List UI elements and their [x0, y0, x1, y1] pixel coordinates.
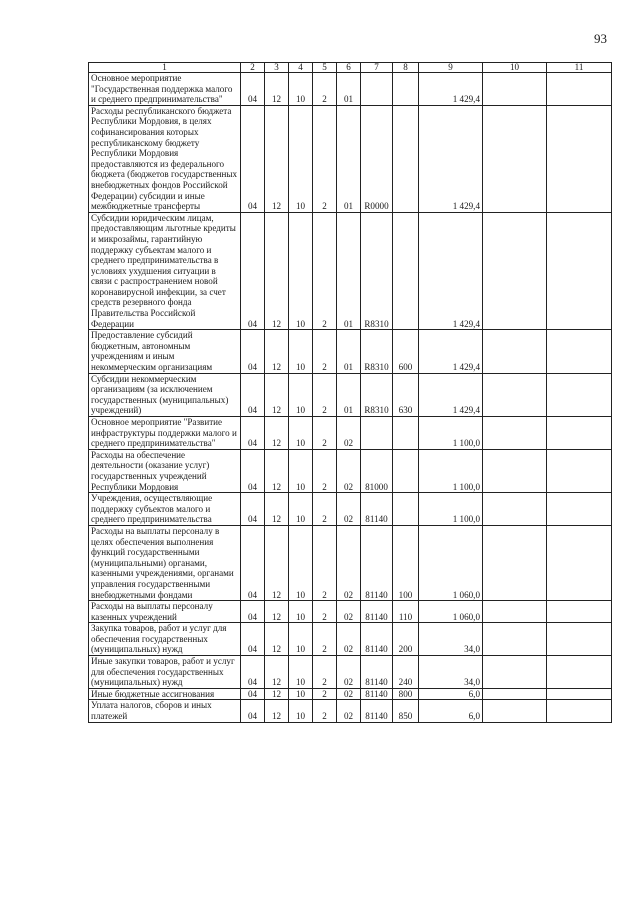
row-name: Закупка товаров, работ и услуг для обеспечения государственных (муниципальных) нужд — [89, 623, 241, 656]
table-row — [89, 493, 612, 526]
code-cell: 2 — [313, 688, 337, 700]
code-cell: 110 — [393, 601, 419, 623]
row-name: Расходы на выплаты персоналу казенных учреждений — [89, 601, 241, 623]
code-cell: 12 — [265, 601, 289, 623]
code-cell: 81140 — [361, 601, 393, 623]
table-row — [89, 417, 612, 450]
amount-cell — [483, 656, 547, 689]
column-header: 8 — [393, 63, 419, 73]
code-cell: 2 — [313, 373, 337, 416]
code-cell: 04 — [241, 330, 265, 373]
code-cell: 2 — [313, 449, 337, 492]
code-cell: 04 — [241, 656, 265, 689]
code-cell: 10 — [289, 212, 313, 330]
amount-cell — [547, 105, 612, 212]
code-cell: 81140 — [361, 525, 393, 600]
code-cell — [393, 212, 419, 330]
table-row — [89, 623, 612, 656]
code-cell: 800 — [393, 688, 419, 700]
code-cell: 10 — [289, 73, 313, 106]
table-row — [89, 601, 612, 623]
amount-cell — [547, 330, 612, 373]
code-cell: 12 — [265, 493, 289, 526]
code-cell: 12 — [265, 700, 289, 722]
code-cell: 10 — [289, 623, 313, 656]
code-cell: 12 — [265, 656, 289, 689]
amount-cell: 1 060,0 — [419, 601, 483, 623]
code-cell: 10 — [289, 449, 313, 492]
table-row — [89, 105, 612, 212]
code-cell: 240 — [393, 656, 419, 689]
amount-cell — [547, 601, 612, 623]
amount-cell — [483, 449, 547, 492]
code-cell: 02 — [337, 493, 361, 526]
code-cell: 2 — [313, 623, 337, 656]
code-cell: 01 — [337, 105, 361, 212]
code-cell: 04 — [241, 105, 265, 212]
row-name: Уплата налогов, сборов и иных платежей — [89, 700, 241, 722]
code-cell: 02 — [337, 525, 361, 600]
code-cell: 81140 — [361, 623, 393, 656]
code-cell: 04 — [241, 623, 265, 656]
code-cell — [393, 105, 419, 212]
code-cell: 81140 — [361, 700, 393, 722]
table-row — [89, 700, 612, 722]
code-cell: 12 — [265, 212, 289, 330]
amount-cell — [547, 449, 612, 492]
code-cell: R8310 — [361, 212, 393, 330]
column-header: 2 — [241, 63, 265, 73]
code-cell — [361, 73, 393, 106]
code-cell — [393, 493, 419, 526]
code-cell: 12 — [265, 417, 289, 450]
column-header: 1 — [89, 63, 241, 73]
code-cell: 04 — [241, 688, 265, 700]
code-cell: 2 — [313, 417, 337, 450]
budget-table — [88, 62, 612, 723]
code-cell: 12 — [265, 449, 289, 492]
code-cell: 02 — [337, 656, 361, 689]
code-cell: 02 — [337, 700, 361, 722]
code-cell: 04 — [241, 212, 265, 330]
code-cell: 100 — [393, 525, 419, 600]
code-cell: 01 — [337, 73, 361, 106]
amount-cell — [483, 688, 547, 700]
amount-cell: 1 429,4 — [419, 73, 483, 106]
table-row — [89, 212, 612, 330]
amount-cell — [547, 373, 612, 416]
amount-cell — [483, 623, 547, 656]
amount-cell — [547, 73, 612, 106]
amount-cell — [483, 73, 547, 106]
code-cell: 2 — [313, 493, 337, 526]
amount-cell — [547, 700, 612, 722]
table-row — [89, 73, 612, 106]
amount-cell: 1 429,4 — [419, 212, 483, 330]
amount-cell: 1 100,0 — [419, 449, 483, 492]
code-cell: 04 — [241, 373, 265, 416]
row-name: Учреждения, осуществляющие поддержку субъектов малого и среднего предпринимательства — [89, 493, 241, 526]
amount-cell — [547, 493, 612, 526]
code-cell: 02 — [337, 623, 361, 656]
code-cell: 10 — [289, 373, 313, 416]
code-cell: 2 — [313, 330, 337, 373]
table-row — [89, 525, 612, 600]
amount-cell — [483, 525, 547, 600]
code-cell — [393, 417, 419, 450]
amount-cell: 1 060,0 — [419, 525, 483, 600]
code-cell: 2 — [313, 105, 337, 212]
amount-cell: 1 429,4 — [419, 105, 483, 212]
code-cell: 600 — [393, 330, 419, 373]
code-cell: 850 — [393, 700, 419, 722]
code-cell: 04 — [241, 601, 265, 623]
amount-cell — [483, 373, 547, 416]
page-number: 93 — [594, 31, 607, 46]
code-cell: 10 — [289, 601, 313, 623]
code-cell: 200 — [393, 623, 419, 656]
amount-cell — [547, 212, 612, 330]
code-cell: 04 — [241, 73, 265, 106]
amount-cell — [483, 417, 547, 450]
code-cell: 12 — [265, 73, 289, 106]
code-cell: 10 — [289, 493, 313, 526]
code-cell: 12 — [265, 623, 289, 656]
column-header: 4 — [289, 63, 313, 73]
code-cell — [361, 417, 393, 450]
code-cell: 02 — [337, 601, 361, 623]
amount-cell — [483, 700, 547, 722]
code-cell: 630 — [393, 373, 419, 416]
header-row — [89, 63, 612, 73]
amount-cell — [483, 212, 547, 330]
amount-cell — [483, 601, 547, 623]
code-cell: 81000 — [361, 449, 393, 492]
row-name: Основное мероприятие "Развитие инфраструктуры поддержки малого и среднего предпринимательства" — [89, 417, 241, 450]
column-header: 6 — [337, 63, 361, 73]
code-cell: 04 — [241, 525, 265, 600]
row-name: Расходы на выплаты персоналу в целях обеспечения выполнения функций государственными (муниципальными) органами, казенными учреждениями, органами управления государственными внебюджетными фондами — [89, 525, 241, 600]
row-name: Расходы республиканского бюджета Республики Мордовия, в целях софинансирования которых республиканскому бюджету Республики Мордовия предоставляются из федерального бюджета (бюджетов государственных внебюджетных фондов Российской Федерации) субсидии и иные межбюджетные трансферты — [89, 105, 241, 212]
code-cell: 2 — [313, 700, 337, 722]
code-cell: 2 — [313, 656, 337, 689]
amount-cell — [547, 525, 612, 600]
code-cell: R8310 — [361, 330, 393, 373]
code-cell: 04 — [241, 449, 265, 492]
table-row — [89, 449, 612, 492]
code-cell: 81140 — [361, 656, 393, 689]
column-header: 5 — [313, 63, 337, 73]
code-cell: 81140 — [361, 688, 393, 700]
table-row — [89, 656, 612, 689]
amount-cell — [483, 330, 547, 373]
amount-cell: 34,0 — [419, 656, 483, 689]
column-header: 9 — [419, 63, 483, 73]
column-header: 3 — [265, 63, 289, 73]
table-row — [89, 330, 612, 373]
code-cell: 04 — [241, 700, 265, 722]
code-cell: 12 — [265, 373, 289, 416]
row-name: Расходы на обеспечение деятельности (оказание услуг) государственных учреждений Республики Мордовия — [89, 449, 241, 492]
code-cell: 2 — [313, 212, 337, 330]
code-cell: 10 — [289, 700, 313, 722]
code-cell: 02 — [337, 417, 361, 450]
row-name: Субсидии юридическим лицам, предоставляющим льготные кредиты и микрозаймы, гарантийную поддержку субъектам малого и среднего предпринимательства в условиях ухудшения ситуации в связи с распространением новой коронавирусной инфекции, за счет средств резервного фонда Правительства Российской Федерации — [89, 212, 241, 330]
row-name: Субсидии некоммерческим организациям (за исключением государственных (муниципальных) учреждений) — [89, 373, 241, 416]
code-cell: 12 — [265, 688, 289, 700]
code-cell: 10 — [289, 417, 313, 450]
column-header: 7 — [361, 63, 393, 73]
amount-cell — [547, 417, 612, 450]
code-cell: 2 — [313, 73, 337, 106]
code-cell: 10 — [289, 688, 313, 700]
code-cell: 01 — [337, 212, 361, 330]
code-cell: 12 — [265, 330, 289, 373]
code-cell: 10 — [289, 105, 313, 212]
code-cell: 01 — [337, 330, 361, 373]
code-cell: 12 — [265, 105, 289, 212]
code-cell: 2 — [313, 525, 337, 600]
amount-cell — [547, 656, 612, 689]
row-name: Основное мероприятие "Государственная поддержка малого и среднего предпринимательства" — [89, 73, 241, 106]
amount-cell — [483, 105, 547, 212]
code-cell: 10 — [289, 330, 313, 373]
code-cell — [393, 449, 419, 492]
amount-cell — [547, 623, 612, 656]
column-header: 10 — [483, 63, 547, 73]
row-name: Иные бюджетные ассигнования — [89, 688, 241, 700]
code-cell: 01 — [337, 373, 361, 416]
code-cell: 10 — [289, 525, 313, 600]
column-header: 11 — [547, 63, 612, 73]
row-name: Иные закупки товаров, работ и услуг для обеспечения государственных (муниципальных) нужд — [89, 656, 241, 689]
code-cell: 04 — [241, 417, 265, 450]
code-cell: 02 — [337, 688, 361, 700]
amount-cell: 1 100,0 — [419, 493, 483, 526]
code-cell: 04 — [241, 493, 265, 526]
code-cell: R0000 — [361, 105, 393, 212]
row-name: Предоставление субсидий бюджетным, автономным учреждениям и иным некоммерческим организациям — [89, 330, 241, 373]
table-row — [89, 373, 612, 416]
amount-cell — [547, 688, 612, 700]
amount-cell: 6,0 — [419, 688, 483, 700]
amount-cell: 1 429,4 — [419, 330, 483, 373]
amount-cell — [483, 493, 547, 526]
code-cell: 2 — [313, 601, 337, 623]
code-cell: 12 — [265, 525, 289, 600]
table-row — [89, 688, 612, 700]
code-cell: R8310 — [361, 373, 393, 416]
amount-cell: 6,0 — [419, 700, 483, 722]
code-cell: 02 — [337, 449, 361, 492]
code-cell — [393, 73, 419, 106]
code-cell: 10 — [289, 656, 313, 689]
amount-cell: 1 429,4 — [419, 373, 483, 416]
amount-cell: 1 100,0 — [419, 417, 483, 450]
code-cell: 81140 — [361, 493, 393, 526]
amount-cell: 34,0 — [419, 623, 483, 656]
